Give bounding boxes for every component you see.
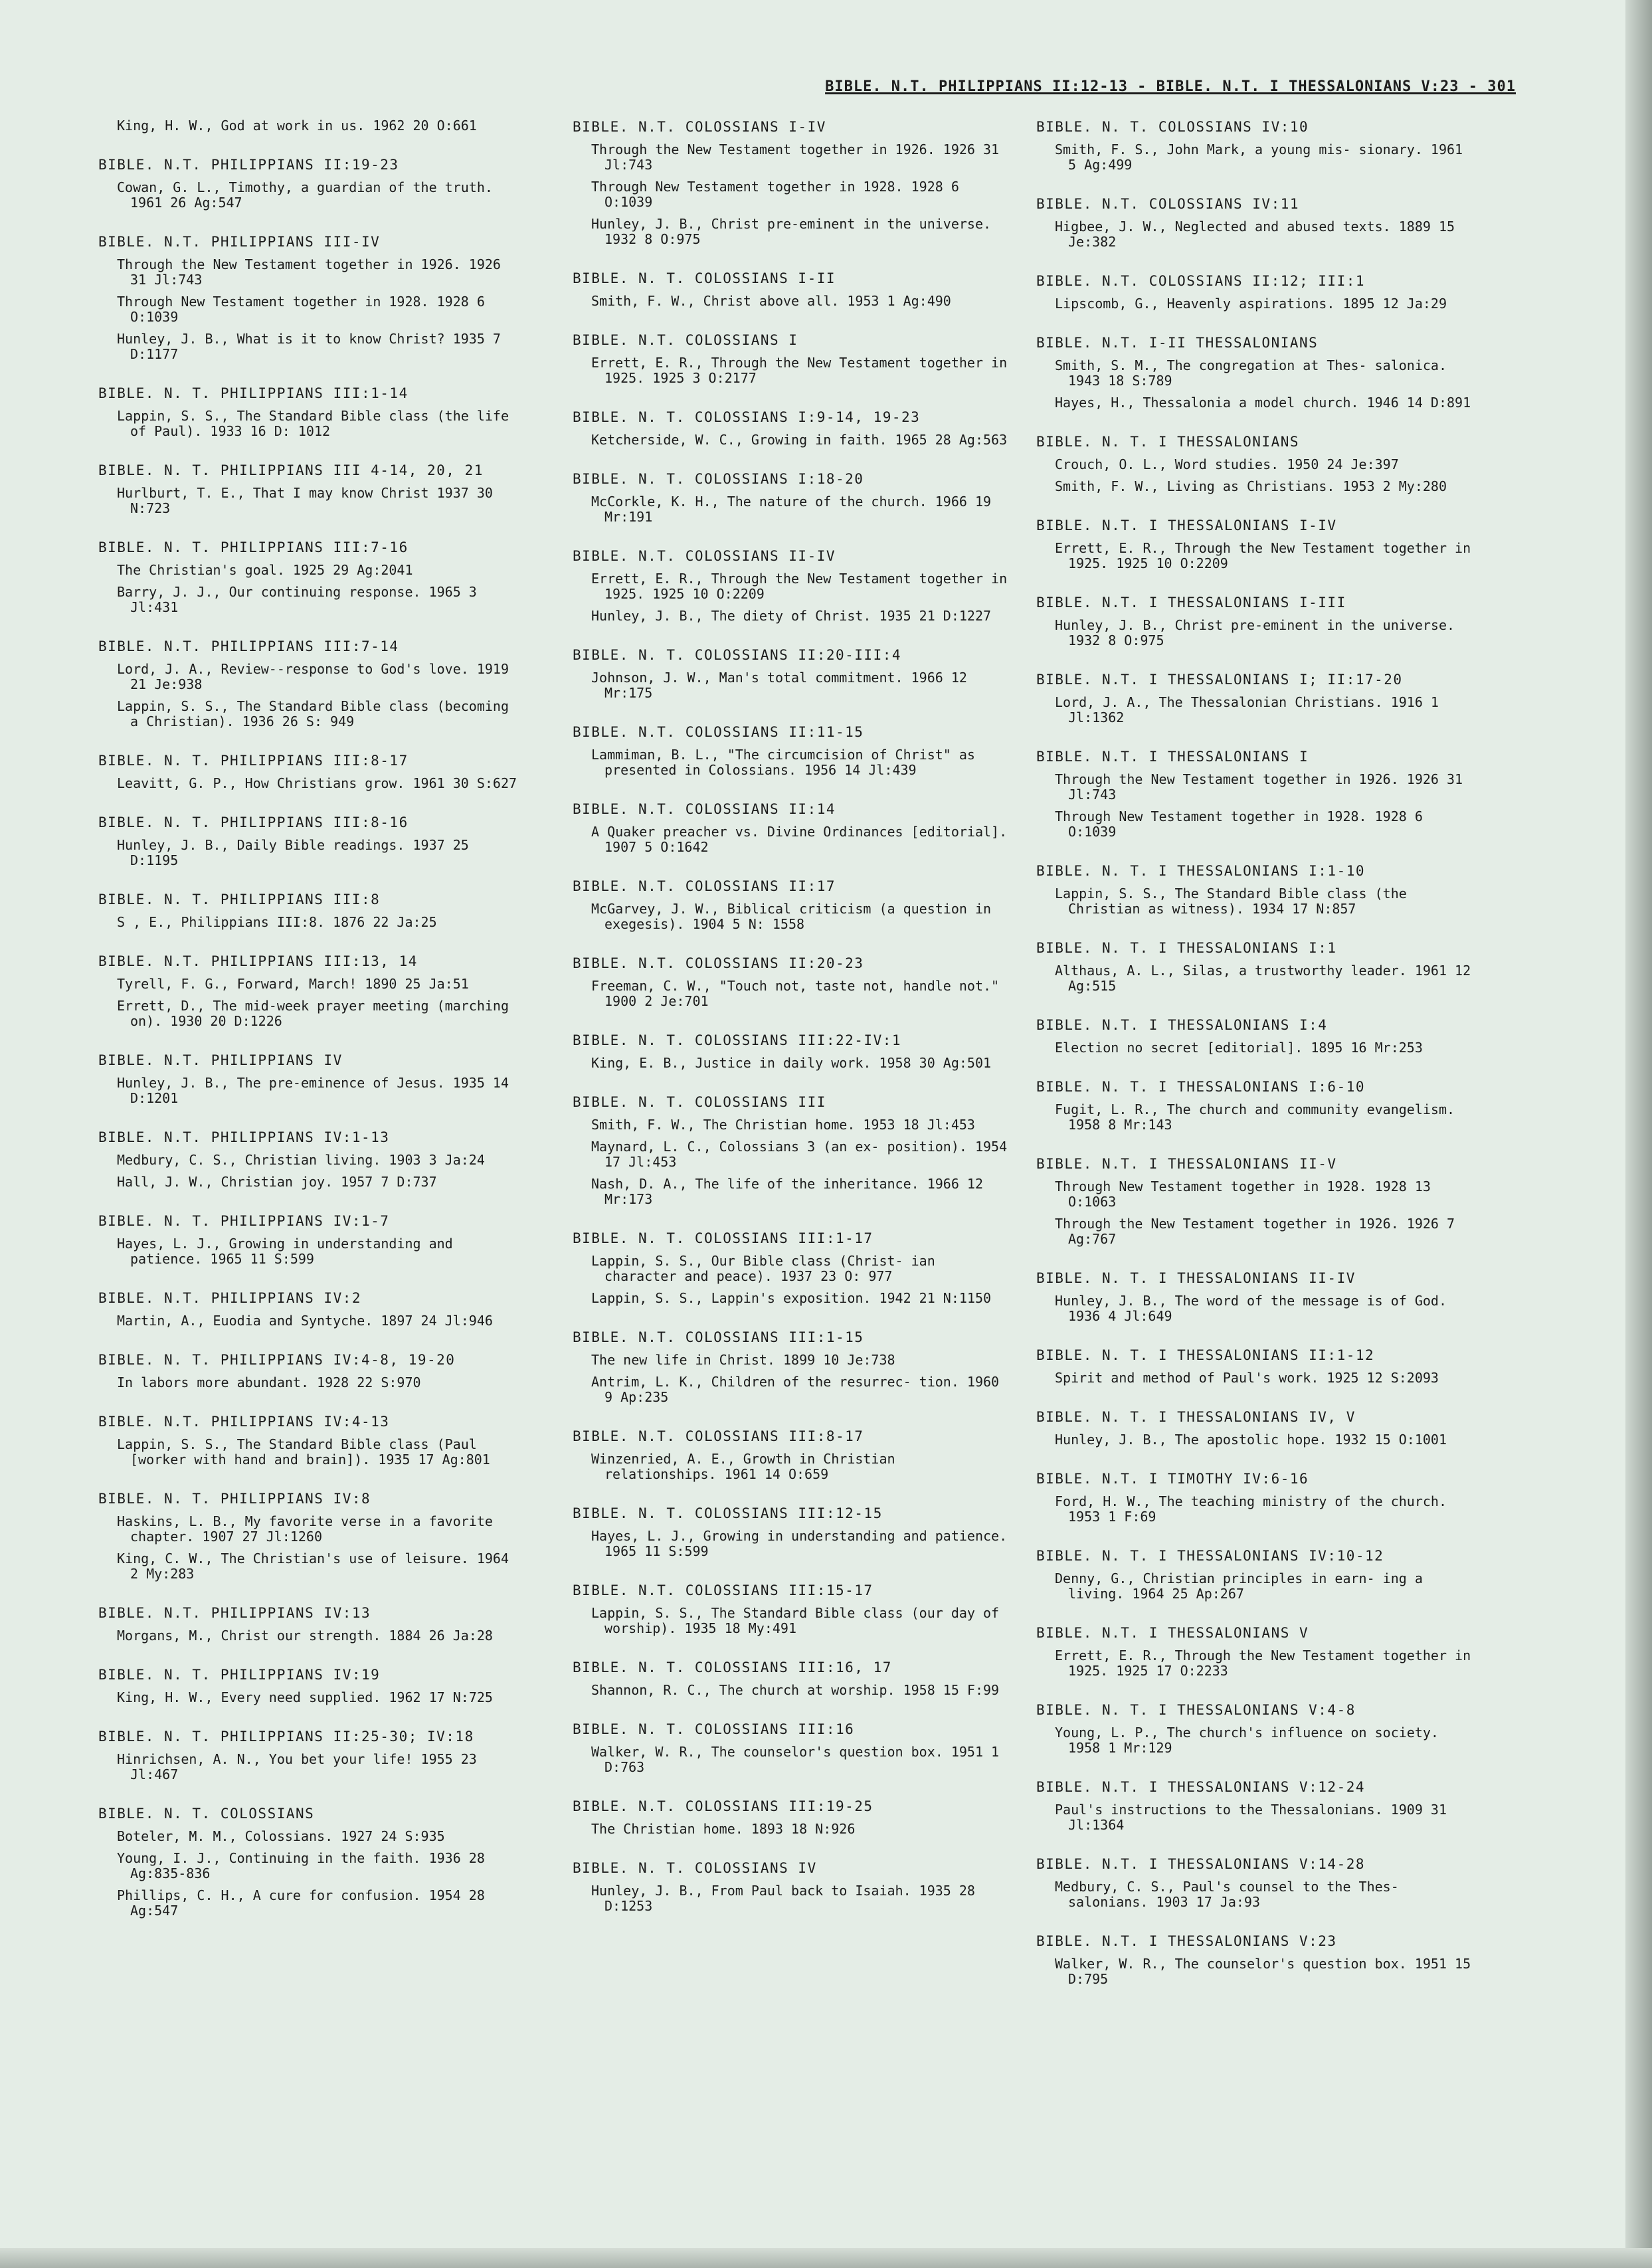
- citation: Phillips, C. H., A cure for confusion. 1954 28 Ag:547: [117, 1887, 485, 1919]
- citation: Higbee, J. W., Neglected and abused texts. 1889 15 Je:382: [1055, 219, 1455, 250]
- citation: Errett, E. R., Through the New Testament together in 1925. 1925 3 O:2177: [591, 355, 1008, 386]
- index-entry: [98, 1212, 523, 1267]
- index-entry: [98, 814, 523, 868]
- subject-heading: BIBLE. N. T. I THESSALONIANS I:1: [1036, 940, 1337, 956]
- index-entry: [1036, 1701, 1475, 1756]
- index-entry: [1036, 1155, 1475, 1247]
- citation: Hinrichsen, A. N., You bet your life! 1955 23 Jl:467: [117, 1751, 477, 1782]
- citation: S , E., Philippians III:8. 1876 22 Ja:25: [117, 914, 437, 930]
- index-entry: [573, 1659, 1011, 1698]
- subject-heading: BIBLE. N.T. I THESSALONIANS I:4: [1036, 1017, 1328, 1033]
- citation: Boteler, M. M., Colossians. 1927 24 S:935: [117, 1828, 445, 1844]
- subject-heading: BIBLE. N. T. PHILIPPIANS III:8: [98, 892, 381, 907]
- citation: Medbury, C. S., Paul's counsel to the Thes- salonians. 1903 17 Ja:93: [1055, 1879, 1399, 1910]
- subject-heading: BIBLE. N.T. PHILIPPIANS III:13, 14: [98, 953, 418, 969]
- index-entry: [1036, 195, 1475, 250]
- index-entry: [573, 1798, 1011, 1837]
- citation: The Christian's goal. 1925 29 Ag:2041: [117, 562, 413, 578]
- subject-heading: BIBLE. N.T. PHILIPPIANS IV:2: [98, 1290, 362, 1306]
- citation: Johnson, J. W., Man's total commitment. 1966 12 Mr:175: [591, 670, 967, 701]
- citation: Cowan, G. L., Timothy, a guardian of the truth. 1961 26 Ag:547: [117, 179, 493, 211]
- citation: Hunley, J. B., The word of the message is of God. 1936 4 Jl:649: [1055, 1293, 1447, 1324]
- index-entry: [1036, 862, 1475, 917]
- index-column-2: [573, 118, 1011, 1937]
- index-entry: [98, 539, 523, 615]
- index-entry: [98, 953, 523, 1029]
- citation: Maynard, L. C., Colossians 3 (an ex- position). 1954 17 Jl:453: [591, 1139, 1008, 1170]
- subject-heading: BIBLE. N. T. I THESSALONIANS I:6-10: [1036, 1079, 1366, 1095]
- citation: King, H. W., God at work in us. 1962 20 O:661: [117, 118, 477, 134]
- subject-heading: BIBLE. N.T. I THESSALONIANS V:23: [1036, 1933, 1337, 1949]
- index-entry: [573, 1721, 1011, 1775]
- citation: Hunley, J. B., What is it to know Christ? 1935 7 D:1177: [117, 331, 501, 362]
- citation: In labors more abundant. 1928 22 S:970: [117, 1374, 421, 1390]
- subject-heading: BIBLE. N. T. PHILIPPIANS III:8-16: [98, 814, 409, 830]
- index-entry: [573, 470, 1011, 525]
- citation: Freeman, C. W., "Touch not, taste not, handle not." 1900 2 Je:701: [591, 978, 1000, 1009]
- subject-heading: BIBLE. N.T. COLOSSIANS IV:11: [1036, 196, 1300, 212]
- subject-heading: BIBLE. N.T. COLOSSIANS III:15-17: [573, 1582, 873, 1598]
- subject-heading: BIBLE. N. T. I THESSALONIANS IV:10-12: [1036, 1548, 1384, 1564]
- index-entry: [573, 547, 1011, 624]
- citation: Lord, J. A., Review--response to God's love. 1919 21 Je:938: [117, 661, 509, 692]
- index-entry: [1036, 1408, 1475, 1448]
- citation: Tyrell, F. G., Forward, March! 1890 25 Ja:51: [117, 976, 469, 992]
- index-entry: [573, 646, 1011, 701]
- subject-heading: BIBLE. N. T. COLOSSIANS I:9-14, 19-23: [573, 409, 921, 425]
- subject-heading: BIBLE. N.T. COLOSSIANS III:19-25: [573, 1798, 873, 1814]
- subject-heading: BIBLE. N. T. COLOSSIANS III:12-15: [573, 1505, 883, 1521]
- citation: The new life in Christ. 1899 10 Je:738: [591, 1352, 895, 1368]
- citation: Errett, E. R., Through the New Testament together in 1925. 1925 10 O:2209: [591, 571, 1008, 602]
- subject-heading: BIBLE. N. T. COLOSSIANS III:16, 17: [573, 1659, 892, 1675]
- citation: Winzenried, A. E., Growth in Christian relationships. 1961 14 O:659: [591, 1451, 895, 1482]
- citation: The Christian home. 1893 18 N:926: [591, 1821, 856, 1837]
- index-entry: [98, 752, 523, 791]
- subject-heading: BIBLE. N.T. PHILIPPIANS IV:13: [98, 1605, 371, 1621]
- index-entry: [98, 1490, 523, 1582]
- citation: Hurlburt, T. E., That I may know Christ 1937 30 N:723: [117, 485, 493, 516]
- subject-heading: BIBLE. N. T. COLOSSIANS III:22-IV:1: [573, 1032, 902, 1048]
- citation: Nash, D. A., The life of the inheritance. 1966 12 Mr:173: [591, 1176, 984, 1207]
- index-entry: [1036, 517, 1475, 571]
- citation: Hunley, J. B., Daily Bible readings. 1937 25 D:1195: [117, 837, 469, 868]
- index-entry: [1036, 1933, 1475, 1987]
- subject-heading: BIBLE. N. T. PHILIPPIANS IV:4-8, 19-20: [98, 1352, 456, 1368]
- subject-heading: BIBLE. N. T. I THESSALONIANS I:1-10: [1036, 863, 1366, 879]
- subject-heading: BIBLE. N.T. PHILIPPIANS IV:4-13: [98, 1414, 390, 1430]
- index-entry: [98, 1728, 523, 1782]
- citation: Through the New Testament together in 1926. 1926 31 Jl:743: [117, 256, 501, 288]
- subject-heading: BIBLE. N. T. PHILIPPIANS III:1-14: [98, 385, 409, 401]
- index-entry: [98, 891, 523, 930]
- subject-heading: BIBLE. N. T. I THESSALONIANS IV, V: [1036, 1409, 1356, 1425]
- index-entry: [98, 638, 523, 729]
- citation: Errett, E. R., Through the New Testament together in 1925. 1925 17 O:2233: [1055, 1648, 1471, 1679]
- subject-heading: BIBLE. N. T. PHILIPPIANS IV:1-7: [98, 1213, 390, 1229]
- subject-heading: BIBLE. N.T. COLOSSIANS III:1-15: [573, 1329, 864, 1345]
- subject-heading: BIBLE. N.T. I TIMOTHY IV:6-16: [1036, 1471, 1309, 1487]
- index-entry: [1036, 671, 1475, 725]
- citation: Paul's instructions to the Thessalonians. 1909 31 Jl:1364: [1055, 1802, 1447, 1833]
- index-entry: [98, 118, 523, 134]
- subject-heading: BIBLE. N. T. COLOSSIANS III:16: [573, 1721, 855, 1737]
- citation: Ketcherside, W. C., Growing in faith. 1965 28 Ag:563: [591, 432, 1008, 448]
- subject-heading: BIBLE. N.T. I THESSALONIANS I-III: [1036, 595, 1346, 611]
- citation: Lappin, S. S., The Standard Bible class (becoming a Christian). 1936 26 S: 949: [117, 698, 509, 729]
- index-entry: [573, 1505, 1011, 1559]
- index-entry: [573, 1230, 1011, 1306]
- subject-heading: BIBLE. N.T. COLOSSIANS II:12; III:1: [1036, 273, 1366, 289]
- citation: Election no secret [editorial]. 1895 16 Mr:253: [1055, 1040, 1423, 1056]
- index-entry: [573, 878, 1011, 932]
- subject-heading: BIBLE. N.T. COLOSSIANS I: [573, 332, 798, 348]
- index-entry: [98, 156, 523, 211]
- index-entry: [1036, 1270, 1475, 1324]
- index-column-3: [1036, 118, 1475, 2010]
- citation: Lappin, S. S., Our Bible class (Christ- ian character and peace). 1937 23 O: 977: [591, 1253, 935, 1284]
- index-entry: [573, 1582, 1011, 1636]
- index-column-1: [98, 118, 523, 1941]
- citation: King, E. B., Justice in daily work. 1958 30 Ag:501: [591, 1055, 992, 1071]
- citation: Hayes, L. J., Growing in understanding and patience. 1965 11 S:599: [117, 1236, 453, 1267]
- citation: Hall, J. W., Christian joy. 1957 7 D:737: [117, 1174, 437, 1190]
- subject-heading: BIBLE. N.T. I THESSALONIANS V:12-24: [1036, 1779, 1366, 1795]
- citation: McGarvey, J. W., Biblical criticism (a question in exegesis). 1904 5 N: 1558: [591, 901, 992, 932]
- index-entry: [1036, 1470, 1475, 1525]
- citation: Through New Testament together in 1928. 1928 6 O:1039: [1055, 808, 1423, 840]
- citation: Leavitt, G. P., How Christians grow. 1961 30 S:627: [117, 775, 517, 791]
- citation: Morgans, M., Christ our strength. 1884 26 Ja:28: [117, 1628, 493, 1644]
- index-entry: [1036, 1016, 1475, 1056]
- subject-heading: BIBLE. N. T. I THESSALONIANS: [1036, 434, 1300, 450]
- citation: Walker, W. R., The counselor's question box. 1951 15 D:795: [1055, 1956, 1471, 1987]
- subject-heading: BIBLE. N. T. COLOSSIANS I-II: [573, 270, 836, 286]
- index-entry: [1036, 1078, 1475, 1133]
- citation: Smith, S. M., The congregation at Thes- salonica. 1943 18 S:789: [1055, 357, 1447, 389]
- citation: Smith, F. W., Living as Christians. 1953 2 My:280: [1055, 478, 1447, 494]
- subject-heading: BIBLE. N. T. COLOSSIANS: [98, 1806, 315, 1822]
- citation: Lappin, S. S., Lappin's exposition. 1942 21 N:1150: [591, 1290, 992, 1306]
- subject-heading: BIBLE. N. T. COLOSSIANS II:20-III:4: [573, 647, 902, 663]
- subject-heading: BIBLE. N.T. PHILIPPIANS III-IV: [98, 234, 381, 250]
- page-bottom-edge: [0, 2248, 1652, 2268]
- subject-heading: BIBLE. N.T. COLOSSIANS III:8-17: [573, 1428, 864, 1444]
- citation: Through New Testament together in 1928. 1928 6 O:1039: [591, 179, 959, 210]
- subject-heading: BIBLE. N. T. I THESSALONIANS II-IV: [1036, 1270, 1356, 1286]
- subject-heading: BIBLE. N. T. PHILIPPIANS III:7-16: [98, 539, 409, 555]
- citation: Walker, W. R., The counselor's question box. 1951 1 D:763: [591, 1744, 1000, 1775]
- subject-heading: BIBLE. N.T. PHILIPPIANS II:19-23: [98, 157, 399, 173]
- index-entry: [98, 385, 523, 439]
- index-entry: [98, 1413, 523, 1467]
- index-entry: [98, 1052, 523, 1106]
- index-entry: [573, 1428, 1011, 1482]
- index-entry: [98, 462, 523, 516]
- citation: Haskins, L. B., My favorite verse in a favorite chapter. 1907 27 Jl:1260: [117, 1513, 493, 1545]
- citation: Hunley, J. B., The pre-eminence of Jesus. 1935 14 D:1201: [117, 1075, 509, 1106]
- index-entry: [573, 118, 1011, 247]
- subject-heading: BIBLE. N. T. COLOSSIANS I:18-20: [573, 471, 864, 487]
- citation: Through the New Testament together in 1926. 1926 7 Ag:767: [1055, 1216, 1455, 1247]
- index-entry: [573, 331, 1011, 386]
- subject-heading: BIBLE. N. T. PHILIPPIANS III:8-17: [98, 753, 409, 769]
- index-entry: [1036, 334, 1475, 411]
- index-entry: [1036, 1855, 1475, 1910]
- citation: Smith, F. W., The Christian home. 1953 18 Jl:453: [591, 1117, 975, 1133]
- citation: Antrim, L. K., Children of the resurrec- tion. 1960 9 Ap:235: [591, 1374, 1000, 1405]
- citation: Through the New Testament together in 1926. 1926 31 Jl:743: [591, 142, 1000, 173]
- subject-heading: BIBLE. N. T. COLOSSIANS III:1-17: [573, 1230, 873, 1246]
- index-entry: [1036, 1624, 1475, 1679]
- citation: McCorkle, K. H., The nature of the church. 1966 19 Mr:191: [591, 494, 992, 525]
- index-entry: [98, 1805, 523, 1919]
- subject-heading: BIBLE. N.T. I THESSALONIANS I: [1036, 749, 1309, 765]
- index-entry: [1036, 433, 1475, 494]
- index-entry: [573, 270, 1011, 309]
- citation: Lord, J. A., The Thessalonian Christians. 1916 1 Jl:1362: [1055, 694, 1439, 725]
- index-entry: [1036, 272, 1475, 312]
- citation: Martin, A., Euodia and Syntyche. 1897 24 Jl:946: [117, 1313, 493, 1329]
- subject-heading: BIBLE. N.T. I THESSALONIANS V: [1036, 1625, 1309, 1641]
- citation: Lammiman, B. L., "The circumcision of Christ" as presented in Colossians. 1956 14 Jl:439: [591, 747, 975, 778]
- citation: Fugit, L. R., The church and community evangelism. 1958 8 Mr:143: [1055, 1101, 1455, 1133]
- subject-heading: BIBLE. N.T. I THESSALONIANS I-IV: [1036, 518, 1337, 533]
- subject-heading: BIBLE. N. T. COLOSSIANS III: [573, 1094, 826, 1110]
- citation: Spirit and method of Paul's work. 1925 12 S:2093: [1055, 1370, 1439, 1386]
- subject-heading: BIBLE. N.T. COLOSSIANS II:20-23: [573, 955, 864, 971]
- citation: Through the New Testament together in 1926. 1926 31 Jl:743: [1055, 771, 1463, 803]
- index-entry: [1036, 594, 1475, 648]
- citation: Smith, F. S., John Mark, a young mis- sionary. 1961 5 Ag:499: [1055, 142, 1463, 173]
- index-entry: [573, 1329, 1011, 1405]
- index-entry: [1036, 1547, 1475, 1602]
- subject-heading: BIBLE. N.T. COLOSSIANS II:17: [573, 878, 836, 894]
- citation: Errett, E. R., Through the New Testament together in 1925. 1925 10 O:2209: [1055, 540, 1471, 571]
- subject-heading: BIBLE. N.T. PHILIPPIANS III:7-14: [98, 638, 399, 654]
- citation: Barry, J. J., Our continuing response. 1965 3 Jl:431: [117, 584, 477, 615]
- subject-heading: BIBLE. N. T. COLOSSIANS IV: [573, 1860, 817, 1876]
- subject-heading: BIBLE. N.T. I THESSALONIANS V:14-28: [1036, 1856, 1366, 1872]
- citation: Hayes, H., Thessalonia a model church. 1946 14 D:891: [1055, 395, 1471, 411]
- citation: Crouch, O. L., Word studies. 1950 24 Je:397: [1055, 456, 1399, 472]
- page-edge-shadow: [1625, 0, 1652, 2268]
- index-entry: [98, 1289, 523, 1329]
- citation: Lappin, S. S., The Standard Bible class (the Christian as witness). 1934 17 N:857: [1055, 886, 1407, 917]
- citation: King, C. W., The Christian's use of leisure. 1964 2 My:283: [117, 1551, 509, 1582]
- citation: Hunley, J. B., The apostolic hope. 1932 15 O:1001: [1055, 1432, 1447, 1448]
- index-entry: [1036, 1347, 1475, 1386]
- citation: Young, L. P., The church's influence on society. 1958 1 Mr:129: [1055, 1725, 1439, 1756]
- subject-heading: BIBLE. N. T. PHILIPPIANS IV:8: [98, 1491, 371, 1507]
- subject-heading: BIBLE. N.T. PHILIPPIANS IV: [98, 1052, 343, 1068]
- index-entry: [98, 1666, 523, 1705]
- index-entry: [573, 1032, 1011, 1071]
- citation: Ford, H. W., The teaching ministry of the church. 1953 1 F:69: [1055, 1493, 1447, 1525]
- subject-heading: BIBLE. N.T. COLOSSIANS II:11-15: [573, 724, 864, 740]
- index-entry: [573, 801, 1011, 855]
- index-entry: [1036, 748, 1475, 840]
- index-entry: [1036, 118, 1475, 173]
- subject-heading: BIBLE. N.T. I-II THESSALONIANS: [1036, 335, 1319, 351]
- index-entry: [573, 409, 1011, 448]
- running-head: BIBLE. N.T. PHILIPPIANS II:12-13 - BIBLE. N.T. I THESSALONIANS V:23 - 301: [825, 78, 1516, 95]
- index-entry: [573, 1859, 1011, 1914]
- subject-heading: BIBLE. N.T. COLOSSIANS II:14: [573, 801, 836, 817]
- index-entry: [573, 1093, 1011, 1207]
- index-entry: [573, 723, 1011, 778]
- index-entry: [98, 1604, 523, 1644]
- citation: Hayes, L. J., Growing in understanding and patience. 1965 11 S:599: [591, 1528, 1008, 1559]
- subject-heading: BIBLE. N.T. I THESSALONIANS II-V: [1036, 1156, 1337, 1172]
- index-entry: [98, 1129, 523, 1190]
- citation: Young, I. J., Continuing in the faith. 1936 28 Ag:835-836: [117, 1850, 485, 1881]
- index-entry: [573, 955, 1011, 1009]
- citation: Denny, G., Christian principles in earn- ing a living. 1964 25 Ap:267: [1055, 1570, 1423, 1602]
- subject-heading: BIBLE. N. T. PHILIPPIANS III 4-14, 20, 21: [98, 462, 484, 478]
- subject-heading: BIBLE. N. T. PHILIPPIANS IV:19: [98, 1667, 381, 1683]
- citation: Through New Testament together in 1928. 1928 13 O:1063: [1055, 1179, 1431, 1210]
- citation: Errett, D., The mid-week prayer meeting (marching on). 1930 20 D:1226: [117, 998, 509, 1029]
- index-entry: [98, 233, 523, 362]
- subject-heading: BIBLE. N. T. PHILIPPIANS II:25-30; IV:18: [98, 1729, 474, 1745]
- citation: A Quaker preacher vs. Divine Ordinances [editorial]. 1907 5 O:1642: [591, 824, 1008, 855]
- citation: Lappin, S. S., The Standard Bible class (the life of Paul). 1933 16 D: 1012: [117, 408, 509, 439]
- citation: Smith, F. W., Christ above all. 1953 1 Ag:490: [591, 293, 951, 309]
- subject-heading: BIBLE. N.T. COLOSSIANS II-IV: [573, 548, 836, 564]
- citation: Lappin, S. S., The Standard Bible class (Paul [worker with hand and brain]). 1935 17 Ag:801: [117, 1436, 490, 1467]
- citation: Medbury, C. S., Christian living. 1903 3 Ja:24: [117, 1152, 485, 1168]
- subject-heading: BIBLE. N.T. I THESSALONIANS I; II:17-20: [1036, 672, 1403, 688]
- citation: King, H. W., Every need supplied. 1962 17 N:725: [117, 1689, 493, 1705]
- citation: Hunley, J. B., From Paul back to Isaiah. 1935 28 D:1253: [591, 1883, 975, 1914]
- index-entry: [1036, 1778, 1475, 1833]
- index-entry: [98, 1351, 523, 1390]
- subject-heading: BIBLE. N. T. COLOSSIANS IV:10: [1036, 119, 1309, 135]
- citation: Hunley, J. B., Christ pre-eminent in the universe. 1932 8 O:975: [591, 216, 992, 247]
- citation: Through New Testament together in 1928. 1928 6 O:1039: [117, 294, 485, 325]
- subject-heading: BIBLE. N.T. PHILIPPIANS IV:1-13: [98, 1129, 390, 1145]
- citation: Hunley, J. B., Christ pre-eminent in the universe. 1932 8 O:975: [1055, 617, 1455, 648]
- subject-heading: BIBLE. N.T. COLOSSIANS I-IV: [573, 119, 826, 135]
- citation: Shannon, R. C., The church at worship. 1958 15 F:99: [591, 1682, 1000, 1698]
- citation: Lipscomb, G., Heavenly aspirations. 1895 12 Ja:29: [1055, 296, 1447, 312]
- citation: Lappin, S. S., The Standard Bible class (our day of worship). 1935 18 My:491: [591, 1605, 1000, 1636]
- index-entry: [1036, 939, 1475, 994]
- citation: Hunley, J. B., The diety of Christ. 1935 21 D:1227: [591, 608, 992, 624]
- citation: Althaus, A. L., Silas, a trustworthy leader. 1961 12 Ag:515: [1055, 963, 1471, 994]
- subject-heading: BIBLE. N. T. I THESSALONIANS V:4-8: [1036, 1702, 1356, 1718]
- subject-heading: BIBLE. N. T. I THESSALONIANS II:1-12: [1036, 1347, 1375, 1363]
